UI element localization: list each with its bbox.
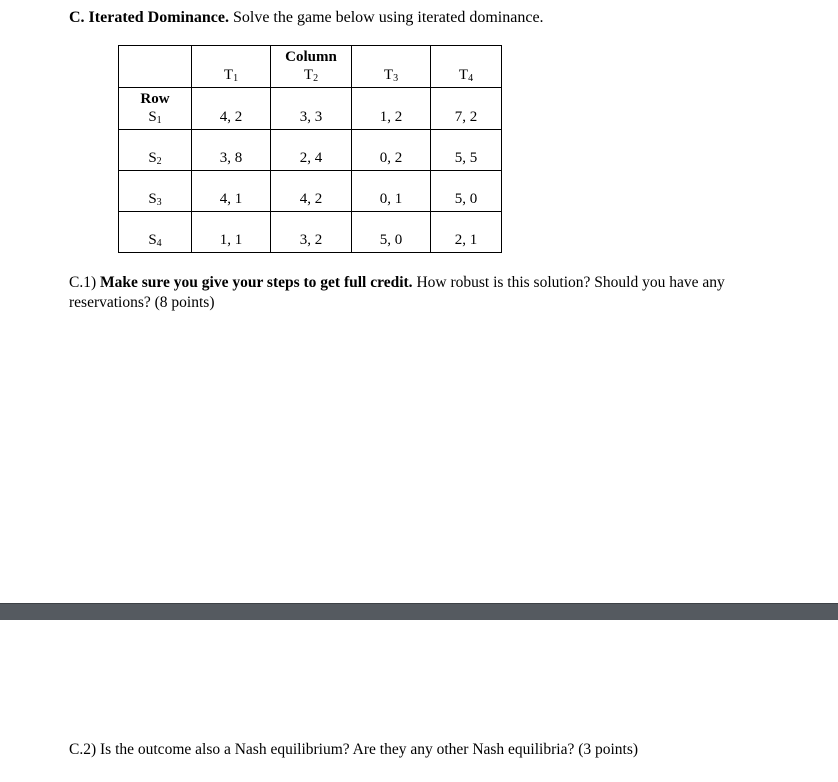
payoff-cell: 5, 5 xyxy=(431,130,502,171)
payoff-cell: 1, 1 xyxy=(192,212,271,253)
table-row xyxy=(119,171,502,212)
payoff-cell: 1, 2 xyxy=(352,88,431,130)
row-header-s2: $S_2$ xyxy=(119,130,192,171)
column-header-t4: $T_4$ xyxy=(431,46,502,88)
column-header-t2: Column $T_2$ xyxy=(271,46,352,88)
table-row xyxy=(119,130,502,171)
payoff-cell: 3, 2 xyxy=(271,212,352,253)
payoff-cell: 4, 2 xyxy=(192,88,271,130)
column-header-t1: $T_1$ xyxy=(192,46,271,88)
section-heading xyxy=(69,9,544,27)
section-title: C. Iterated Dominance. xyxy=(69,9,229,26)
question-c2: C.2) Is the outcome also a Nash equilibrium? Are they any other Nash equilibria? (3 points) xyxy=(69,741,639,758)
payoff-cell: 0, 1 xyxy=(352,171,431,212)
section-instruction: Solve the game below using iterated dominance. xyxy=(232,9,544,26)
column-player-label: Column xyxy=(285,49,337,65)
page-divider xyxy=(0,603,838,620)
question-c1-bold: Make sure you give your steps to get full credit. xyxy=(100,274,413,291)
payoff-matrix xyxy=(118,45,502,253)
question-c1-number: C.1) xyxy=(69,274,97,291)
payoff-cell: 4, 1 xyxy=(192,171,271,212)
header-row xyxy=(119,46,502,88)
payoff-cell: 0, 2 xyxy=(352,130,431,171)
question-c1-text: How robust is this solution? Should you have any reservations? (8 points) xyxy=(69,274,725,311)
row-player-label: Row xyxy=(140,91,170,107)
payoff-cell: 2, 1 xyxy=(431,212,502,253)
payoff-cell: 5, 0 xyxy=(352,212,431,253)
payoff-cell: 3, 8 xyxy=(192,130,271,171)
row-header-s1: Row $S_1$ xyxy=(119,88,192,130)
table-row xyxy=(119,88,502,130)
payoff-cell: 7, 2 xyxy=(431,88,502,130)
table-row xyxy=(119,212,502,253)
payoff-cell: 3, 3 xyxy=(271,88,352,130)
payoff-cell: 5, 0 xyxy=(431,171,502,212)
row-header-s3: $S_3$ xyxy=(119,171,192,212)
payoff-cell: 2, 4 xyxy=(271,130,352,171)
question-c1 xyxy=(69,273,804,313)
payoff-cell: 4, 2 xyxy=(271,171,352,212)
corner-cell xyxy=(119,46,192,88)
row-header-s4: $S_4$ xyxy=(119,212,192,253)
column-header-t3: $T_3$ xyxy=(352,46,431,88)
